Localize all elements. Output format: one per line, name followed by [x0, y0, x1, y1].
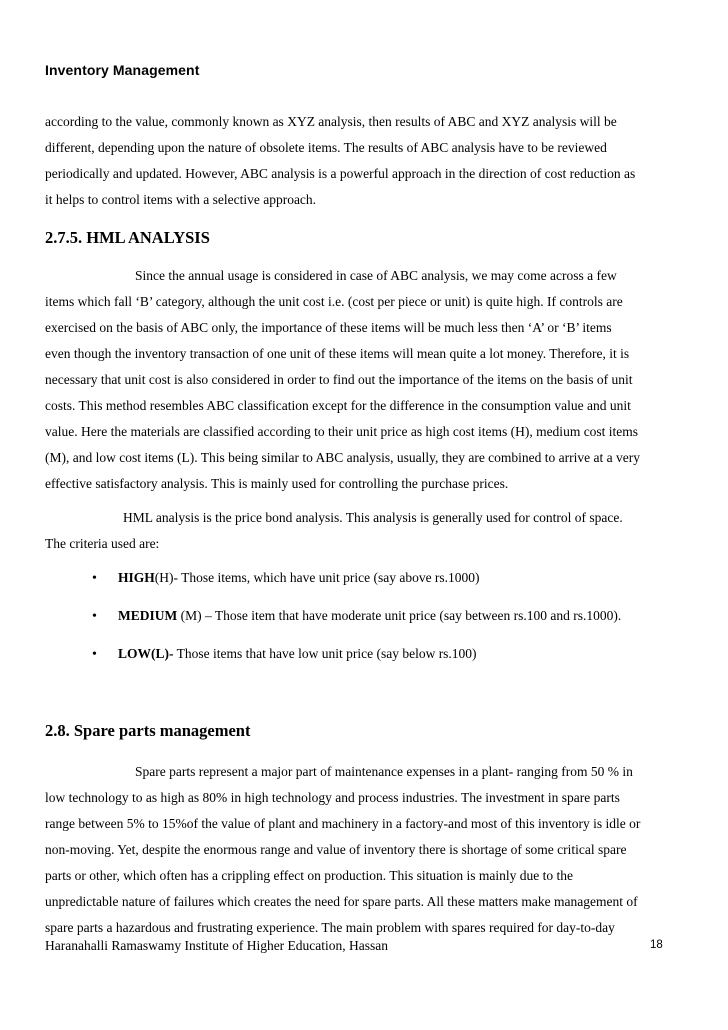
spare-parts-paragraph [45, 759, 693, 941]
hml-paragraph-2 [45, 505, 693, 557]
page-number: 18 [650, 939, 663, 951]
criteria-term: HIGH [118, 570, 155, 585]
spare-line: spare parts a hazardous and frustrating experience. The main problem with spares required for day-to-day [45, 920, 615, 935]
hml-para1-line: even though the inventory transaction of one unit of these items will mean quite a lot money. Therefore, it is [45, 346, 630, 361]
hml-para1-line: necessary that unit cost is also considered in order to find out the importance of the items on the basis of unit [45, 372, 633, 387]
criteria-description: (M) – Those item that have moderate unit price (say between rs.100 and rs.1000). [177, 608, 622, 623]
list-item [92, 646, 477, 663]
bullet-icon: • [92, 571, 97, 586]
footer-institution: Haranahalli Ramaswamy Institute of Higher Education, Hassan [45, 938, 389, 953]
spare-line: Spare parts represent a major part of maintenance expenses in a plant- ranging from 50 % in [135, 764, 633, 779]
intro-paragraph [45, 109, 693, 213]
hml-heading: 2.7.5. HML ANALYSIS [45, 228, 210, 247]
hml-para1-line: effective satisfactory analysis. This is mainly used for controlling the purchase prices. [45, 476, 509, 491]
list-item [92, 570, 480, 587]
criteria-description: Those items that have low unit price (say below rs.100) [173, 646, 477, 661]
spare-line: parts or other, which often has a crippling effect on production. This situation is mainly due to the [45, 868, 573, 883]
criteria-term: LOW(L)- [118, 646, 174, 661]
running-header: Inventory Management [45, 62, 200, 78]
list-item [92, 608, 621, 625]
spare-line: unpredictable nature of failures which creates the need for spare parts. All these matters make management of [45, 894, 638, 909]
hml-para1-line: Since the annual usage is considered in case of ABC analysis, we may come across a few [135, 268, 617, 283]
hml-para2-line: HML analysis is the price bond analysis. This analysis is generally used for control of space. [123, 510, 623, 525]
intro-line: according to the value, commonly known as XYZ analysis, then results of ABC and XYZ analysis will be [45, 114, 617, 129]
bullet-icon: • [92, 647, 97, 662]
spare-line: non-moving. Yet, despite the enormous range and value of inventory there is shortage of some critical spare [45, 842, 627, 857]
hml-paragraph-1 [45, 263, 693, 497]
criteria-description: (H)- Those items, which have unit price (say above rs.1000) [154, 570, 480, 585]
hml-para1-line: costs. This method resembles ABC classification except for the difference in the consumption value and unit [45, 398, 631, 413]
spare-parts-heading: 2.8. Spare parts management [45, 721, 251, 740]
hml-para1-line: (M), and low cost items (L). This being similar to ABC analysis, usually, they are combined to arrive at a very [45, 450, 640, 465]
hml-para1-line: exercised on the basis of ABC only, the importance of these items will be much less then ‘A’ or ‘B’ items [45, 320, 612, 335]
hml-para2-line: The criteria used are: [45, 536, 160, 551]
criteria-term: MEDIUM [118, 608, 178, 623]
bullet-icon: • [92, 609, 97, 624]
intro-line: it helps to control items with a selective approach. [45, 192, 317, 207]
spare-line: low technology to as high as 80% in high technology and process industries. The investment in spare parts [45, 790, 620, 805]
hml-para1-line: items which fall ‘B’ category, although the unit cost i.e. (cost per piece or unit) is quite high. If controls are [45, 294, 623, 309]
hml-para1-line: value. Here the materials are classified according to their unit price as high cost items (H), medium cost items [45, 424, 639, 439]
spare-line: range between 5% to 15%of the value of plant and machinery in a factory-and most of this inventory is idle or [45, 816, 641, 831]
intro-line: periodically and updated. However, ABC analysis is a powerful approach in the direction of cost reduction as [45, 166, 636, 181]
intro-line: different, depending upon the nature of obsolete items. The results of ABC analysis have to be reviewed [45, 140, 607, 155]
